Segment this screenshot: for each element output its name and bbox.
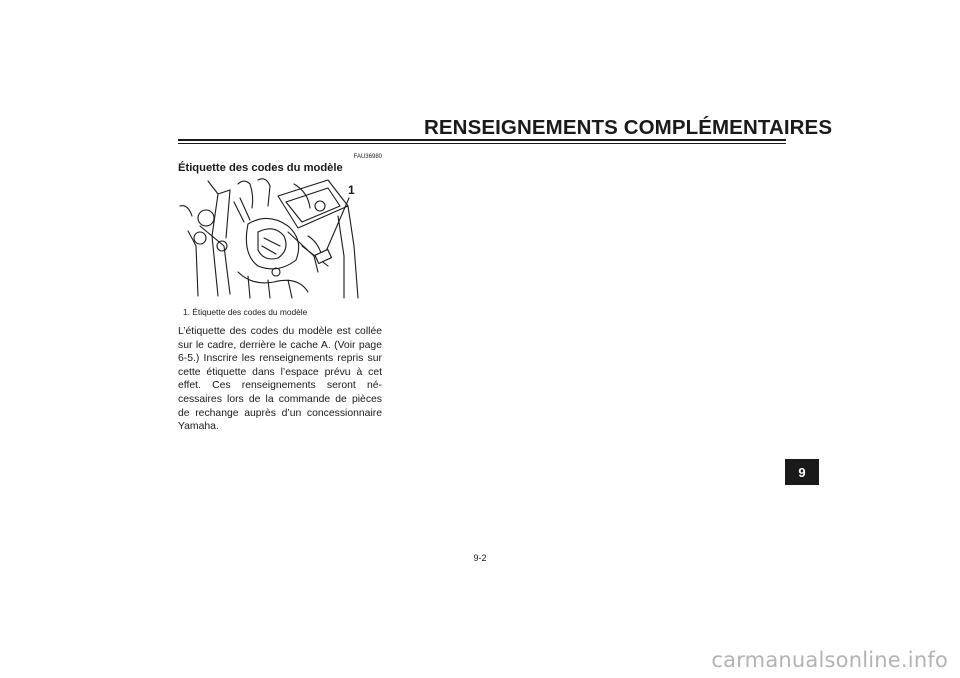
header-title: RENSEIGNEMENTS COMPLÉMENTAIRES: [424, 116, 833, 139]
figure-caption: 1. Étiquette des codes du modèle: [183, 307, 308, 317]
watermark: carmanualsonline.info: [711, 648, 948, 672]
page-number: 9-2: [473, 553, 487, 563]
header-rule-thick: [178, 139, 786, 141]
header-rule-thin: [178, 143, 786, 144]
chapter-tab: 9: [785, 459, 819, 485]
reference-code: FAU36980: [353, 154, 382, 160]
figure-callout-label: 1: [348, 183, 355, 197]
section-title: Étiquette des codes du modèle: [178, 162, 343, 174]
motorcycle-frame-illustration-icon: [178, 176, 368, 300]
figure-motorcycle-frame: [178, 176, 368, 300]
body-paragraph: L’étiquette des codes du modèle est collée sur le cadre, derrière le cache A. (Voir page 6-5.) Inscrire les renseignements repris sur cette étiquette dans l’espace prévu à cet effet. Ces renseignements seront nécessaires lors de la commande de pièces de rechange auprès d’un concessionnaire Yamaha.: [178, 326, 382, 433]
